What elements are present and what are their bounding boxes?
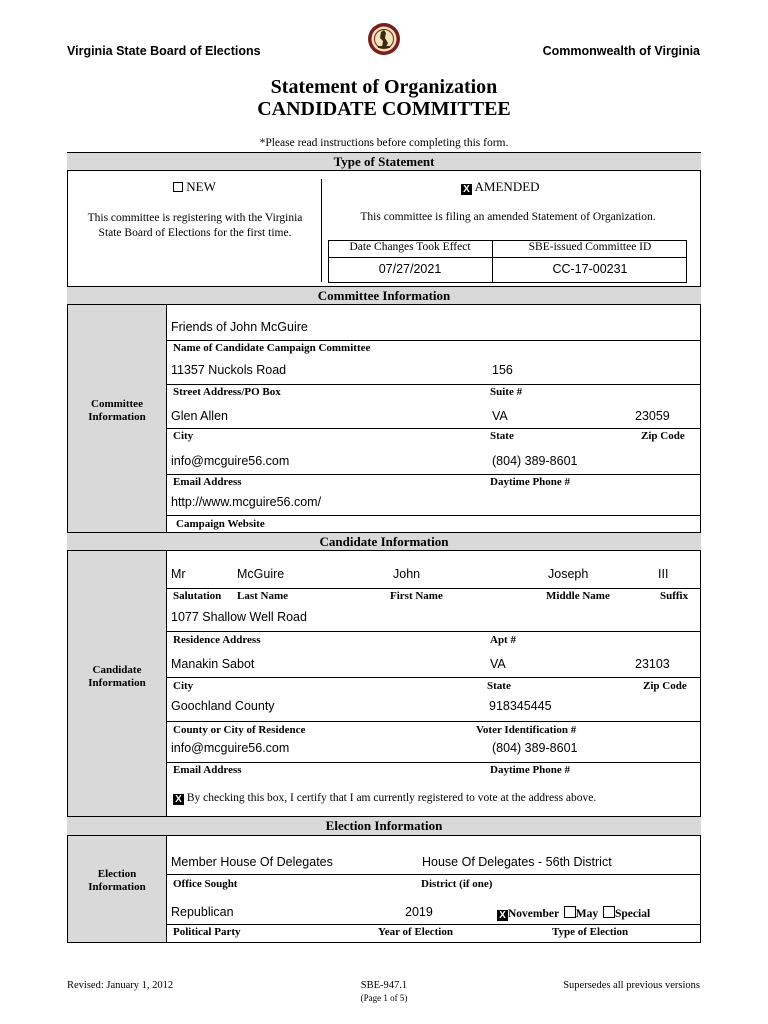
committee-city-value[interactable]: Glen Allen (171, 409, 228, 423)
rule (167, 677, 700, 678)
commonwealth-name: Commonwealth of Virginia (542, 44, 700, 58)
office-sought-value[interactable]: Member House Of Delegates (171, 855, 333, 869)
middle-name-value[interactable]: Joseph (548, 567, 589, 581)
candidate-city-value[interactable]: Manakin Sabot (171, 657, 255, 671)
may-option[interactable] (564, 908, 598, 920)
instructions-note: *Please read instructions before completing this form. (259, 137, 509, 149)
suffix-value[interactable]: III (658, 567, 669, 581)
middle-name-label: Middle Name (546, 590, 610, 602)
new-option[interactable] (173, 179, 216, 195)
committee-city-label: City (173, 430, 194, 442)
amended-checkbox[interactable]: X (461, 184, 472, 195)
voter-id-label: Voter Identification # (476, 724, 577, 736)
form-title: Statement of Organization (270, 76, 498, 98)
special-label: Special (615, 908, 651, 920)
committee-id-value[interactable]: CC-17-00231 (552, 262, 628, 276)
form-subtitle: CANDIDATE COMMITTEE (257, 98, 511, 120)
candidate-state-value[interactable]: VA (490, 657, 506, 671)
residence-label: Residence Address (173, 634, 261, 646)
rule (167, 588, 700, 589)
new-label: NEW (186, 179, 216, 194)
county-label: County or City of Residence (173, 724, 306, 736)
committee-street-label: Street Address/PO Box (173, 386, 281, 398)
certify-row[interactable] (173, 792, 596, 805)
office-sought-label: Office Sought (173, 878, 238, 890)
committee-phone-label: Daytime Phone # (490, 476, 571, 488)
rule (167, 428, 700, 429)
district-label: District (if one) (421, 878, 493, 890)
voter-id-value[interactable]: 918345445 (489, 699, 552, 713)
supersedes-note: Supersedes all previous versions (563, 980, 700, 991)
committee-website-label: Campaign Website (176, 518, 265, 530)
rule (167, 874, 700, 875)
rule (167, 515, 700, 516)
salutation-value[interactable]: Mr (171, 567, 186, 581)
election-type-label: Type of Election (552, 926, 629, 938)
rule (167, 721, 700, 722)
form-number: SBE-947.1 (360, 980, 408, 991)
candidate-phone-label: Daytime Phone # (490, 764, 571, 776)
election-type-options (497, 906, 650, 921)
amended-description: This committee is filing an amended Statement of Organization. (360, 211, 656, 223)
year-value[interactable]: 2019 (405, 905, 433, 919)
committee-information-heading: Committee Information (67, 286, 701, 305)
candidate-zip-label: Zip Code (643, 680, 687, 692)
page-number: (Page 1 of 5) (360, 993, 408, 1003)
date-changes-label: Date Changes Took Effect (349, 241, 471, 253)
november-label: November (508, 908, 559, 920)
county-value[interactable]: Goochland County (171, 699, 275, 713)
candidate-city-label: City (173, 680, 194, 692)
certify-text: By checking this box, I certify that I am currently registered to vote at the address above. (186, 792, 597, 804)
candidate-side-label: Candidate Information (88, 664, 146, 689)
committee-suite-label: Suite # (490, 386, 523, 398)
salutation-label: Salutation (173, 590, 222, 602)
candidate-email-value[interactable]: info@mcguire56.com (171, 741, 290, 755)
residence-value[interactable]: 1077 Shallow Well Road (171, 610, 307, 624)
rule (167, 384, 700, 385)
committee-name-value[interactable]: Friends of John McGuire (171, 320, 308, 334)
november-checkbox[interactable]: X (497, 910, 508, 921)
new-description: This committee is registering with the Virginia State Board of Elections for the first time. (87, 212, 303, 239)
committee-id-label: SBE-issued Committee ID (528, 241, 652, 253)
district-value[interactable]: House Of Delegates - 56th District (422, 855, 612, 869)
committee-website-value[interactable]: http://www.mcguire56.com/ (171, 495, 322, 509)
candidate-state-label: State (487, 680, 511, 692)
amended-label: AMENDED (474, 179, 540, 194)
committee-state-label: State (490, 430, 514, 442)
election-information-heading: Election Information (67, 816, 701, 836)
committee-state-value[interactable]: VA (492, 409, 508, 423)
may-label: May (575, 908, 599, 920)
revised-date: Revised: January 1, 2012 (67, 980, 174, 991)
apt-label: Apt # (490, 634, 516, 646)
committee-zip-value[interactable]: 23059 (635, 409, 670, 423)
party-label: Political Party (173, 926, 241, 938)
type-of-statement-heading: Type of Statement (67, 152, 701, 171)
candidate-zip-value[interactable]: 23103 (635, 657, 670, 671)
committee-name-label: Name of Candidate Campaign Committee (173, 342, 371, 354)
rule (167, 474, 700, 475)
year-label: Year of Election (378, 926, 453, 938)
first-name-value[interactable]: John (393, 567, 421, 581)
committee-side-label: Committee Information (88, 398, 146, 423)
rule (167, 340, 700, 341)
november-option[interactable] (497, 908, 559, 920)
party-value[interactable]: Republican (171, 905, 234, 919)
board-name: Virginia State Board of Elections (67, 44, 261, 58)
candidate-phone-value[interactable]: (804) 389-8601 (492, 741, 578, 755)
committee-email-value[interactable]: info@mcguire56.com (171, 454, 290, 468)
special-checkbox[interactable] (603, 906, 615, 918)
committee-phone-value[interactable]: (804) 389-8601 (492, 454, 578, 468)
special-option[interactable] (603, 908, 650, 920)
committee-suite-value[interactable]: 156 (492, 363, 513, 377)
new-checkbox[interactable] (173, 182, 183, 192)
committee-street-value[interactable]: 11357 Nuckols Road (171, 363, 287, 377)
amended-option[interactable] (461, 179, 540, 195)
committee-email-label: Email Address (173, 476, 242, 488)
last-name-value[interactable]: McGuire (237, 567, 285, 581)
candidate-information-heading: Candidate Information (67, 532, 701, 551)
may-checkbox[interactable] (564, 906, 576, 918)
amendment-box-line (328, 257, 687, 258)
election-side-label: Election Information (88, 868, 146, 893)
date-changes-value[interactable]: 07/27/2021 (378, 262, 442, 276)
suffix-label: Suffix (660, 590, 689, 602)
virginia-seal-icon (367, 22, 401, 56)
certify-checkbox[interactable]: X (173, 794, 184, 805)
last-name-label: Last Name (237, 590, 289, 602)
statement-divider (321, 179, 322, 282)
rule (167, 924, 700, 925)
first-name-label: First Name (390, 590, 443, 602)
candidate-email-label: Email Address (173, 764, 242, 776)
rule (167, 631, 700, 632)
rule (167, 762, 700, 763)
committee-zip-label: Zip Code (641, 430, 685, 442)
